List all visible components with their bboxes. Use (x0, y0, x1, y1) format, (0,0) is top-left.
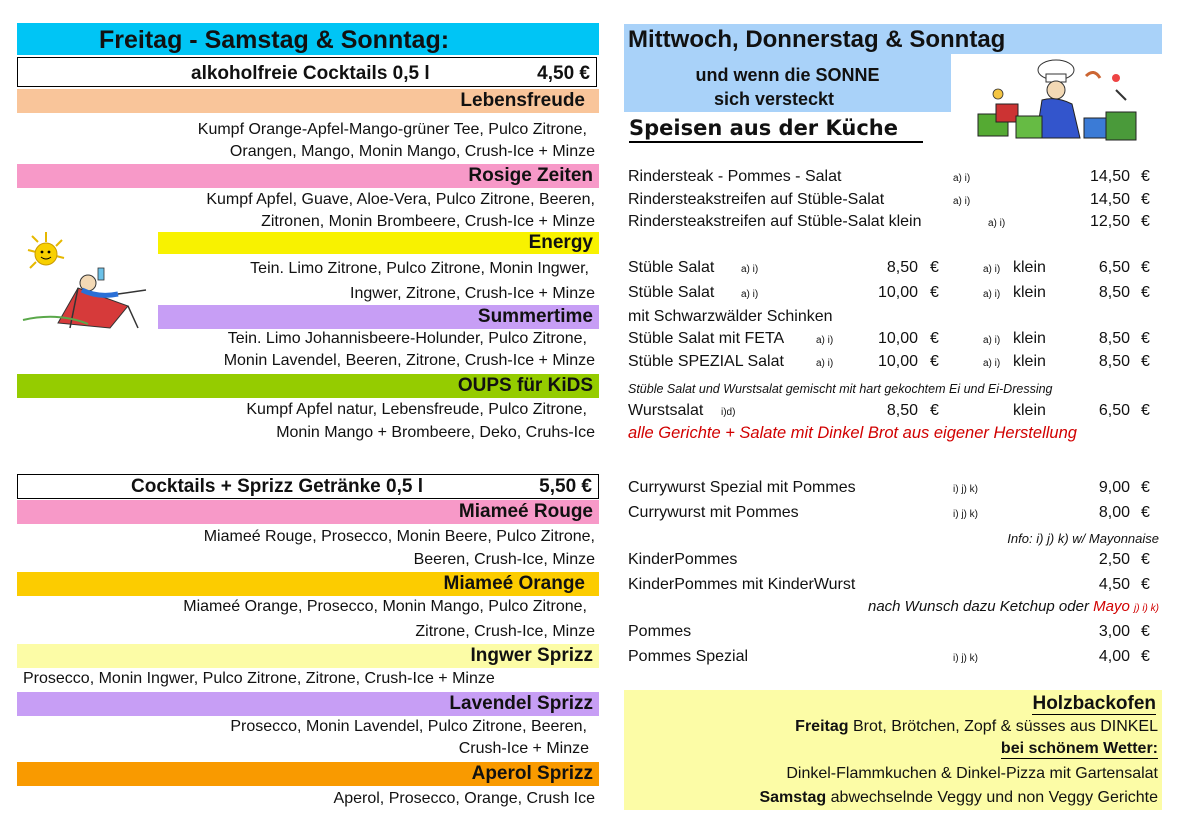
holz-flammkuchen: Dinkel-Flammkuchen & Dinkel-Pizza mit Gartensalat (786, 765, 1158, 782)
klein-currency: € (1141, 330, 1150, 347)
speisen-title: Speisen aus der Küche (629, 116, 898, 140)
item-price: 2,50 (1098, 551, 1130, 568)
menu-row (0, 479, 1183, 499)
item-allergens: a) i) (741, 264, 759, 275)
summertime-line2: Monin Lavendel, Beeren, Zitrone, Crush-Ice + Minze (223, 352, 595, 369)
item-price: 14,50 (1089, 168, 1130, 185)
item-name: Wurstsalat (628, 402, 704, 419)
sprizz-title: Cocktails + Sprizz Getränke 0,5 l (131, 476, 423, 497)
klein-price: 8,50 (1098, 353, 1130, 370)
sonne-line1: und wenn die SONNE (695, 65, 880, 85)
item-currency: € (930, 330, 939, 347)
alkoholfrei-title: alkoholfreie Cocktails 0,5 l (191, 63, 430, 84)
item-allergens: a) i) (741, 289, 759, 300)
menu-row (0, 284, 1183, 304)
rosige-line2: Zitronen, Monin Brombeere, Crush-Ice + Minze (261, 213, 595, 230)
oups-line2: Monin Mango + Brombeere, Deko, Cruhs-Ice (276, 424, 595, 441)
holz-freitag-line (795, 718, 1158, 736)
rosige-line1: Kumpf Apfel, Guave, Aloe-Vera, Pulco Zitrone, Beeren, (206, 191, 595, 208)
item-allergens: i)d) (721, 407, 736, 418)
holzbackofen-box (624, 690, 1162, 810)
sun-deckchair-illustration (18, 228, 158, 330)
item-price: 8,50 (886, 402, 918, 419)
item-price: 14,50 (1089, 191, 1130, 208)
summertime-line1: Tein. Limo Johannisbeere-Holunder, Pulco Zitrone, (227, 330, 587, 347)
alkoholfrei-price: 4,50 € (537, 63, 590, 84)
item-name: Rindersteakstreifen auf Stüble-Salat (628, 191, 885, 208)
item-currency: € (1141, 576, 1150, 593)
item-price: 10,00 (877, 330, 918, 347)
dinkel-note: alle Gerichte + Salate mit Dinkel Brot aus eigener Herstellung (628, 424, 1077, 442)
menu-row (0, 259, 1183, 279)
holzbackofen-title: Holzbackofen (1032, 693, 1156, 714)
item-name: Rindersteakstreifen auf Stüble-Salat klein (628, 213, 922, 230)
item-currency: € (1141, 504, 1150, 521)
speisen-underline (629, 141, 923, 143)
lavendel-line1: Prosecco, Monin Lavendel, Pulco Zitrone, Beeren, (230, 718, 587, 735)
item-allergens: a) i) (953, 173, 971, 184)
item-currency: € (1141, 648, 1150, 665)
item-name: Rindersteak - Pommes - Salat (628, 168, 842, 185)
item-price: 4,00 (1098, 648, 1130, 665)
klein-price: 8,50 (1098, 284, 1130, 301)
item-name: Stüble Salat (628, 259, 715, 276)
energy-line1: Tein. Limo Zitrone, Pulco Zitrone, Monin Ingwer, (250, 260, 589, 277)
klein-allergens: a) i) (983, 289, 1001, 300)
item-currency: € (930, 402, 939, 419)
item-allergens: a) i) (953, 196, 971, 207)
sonne-line2: sich versteckt (713, 89, 835, 109)
freitag-text: Brot, Brötchen, Zopf & süsses aus DINKEL (852, 718, 1158, 735)
alkoholfrei-box (17, 57, 597, 87)
item-name: Stüble Salat mit FETA (628, 330, 785, 347)
summertime-bar: Summertime (158, 305, 599, 329)
ketchup-note (868, 598, 1159, 615)
klein-label: klein (1013, 284, 1046, 301)
klein-label: klein (1013, 259, 1046, 276)
menu-row (0, 353, 1183, 373)
menu-row (0, 191, 1183, 211)
miamee-rouge-line1: Miameé Rouge, Prosecco, Monin Beere, Pulco Zitrone, (203, 528, 595, 545)
item-currency: € (1141, 168, 1150, 185)
left-header-bar (17, 23, 599, 55)
oups-bar: OUPS für KiDS (17, 374, 599, 398)
miamee-orange-bar: Miameé Orange (17, 572, 599, 596)
item-currency: € (1141, 551, 1150, 568)
miamee-orange-line2: Zitrone, Crush-Ice, Minze (415, 623, 595, 640)
item-currency: € (1141, 479, 1150, 496)
item-name: Stüble SPEZIAL Salat (628, 353, 784, 370)
klein-price: 6,50 (1098, 259, 1130, 276)
lavendel-sprizz-bar: Lavendel Sprizz (17, 692, 599, 716)
holz-wetter: bei schönem Wetter: (1000, 740, 1158, 757)
item-price: 10,00 (877, 353, 918, 370)
klein-currency: € (1141, 353, 1150, 370)
rosige-zeiten-bar: Rosige Zeiten (17, 164, 599, 188)
menu-row (0, 504, 1183, 524)
item-currency: € (930, 353, 939, 370)
oups-line1: Kumpf Apfel natur, Lebensfreude, Pulco Zitrone, (246, 401, 587, 418)
item-price: 9,00 (1098, 479, 1130, 496)
item-price: 8,50 (886, 259, 918, 276)
item-allergens: i) j) k) (953, 509, 978, 520)
menu-row (0, 168, 1183, 188)
klein-label: klein (1013, 402, 1046, 419)
holz-samstag-line (759, 789, 1158, 807)
menu-row (0, 576, 1183, 596)
aperol-line1: Aperol, Prosecco, Orange, Crush Ice (333, 790, 595, 807)
item-allergens: i) j) k) (953, 484, 978, 495)
item-currency: € (1141, 191, 1150, 208)
samstag-label: Samstag (759, 789, 827, 806)
item-allergens: a) i) (816, 358, 834, 369)
menu-row (0, 623, 1183, 643)
item-currency: € (930, 259, 939, 276)
klein-currency: € (1141, 284, 1150, 301)
mayo-allergens: j) i) k) (1134, 603, 1159, 614)
chef-cooking-illustration (976, 56, 1146, 146)
item-currency: € (1141, 213, 1150, 230)
lebensfreude-bar: Lebensfreude (17, 89, 599, 113)
item-currency: € (930, 284, 939, 301)
item-price: 10,00 (877, 284, 918, 301)
menu-row (0, 213, 1183, 233)
right-header-title: Mittwoch, Donnerstag & Sonntag (628, 26, 1006, 53)
ketchup-text: nach Wunsch dazu Ketchup oder (867, 598, 1089, 615)
klein-label: klein (1013, 330, 1046, 347)
item-currency: € (1141, 623, 1150, 640)
item-allergens: a) i) (816, 335, 834, 346)
menu-row (0, 648, 1183, 668)
klein-price: 6,50 (1098, 402, 1130, 419)
info-mayonnaise: Info: i) j) k) w/ Mayonnaise (1007, 531, 1159, 546)
left-header-title: Freitag - Samstag & Sonntag: (99, 26, 450, 54)
klein-price: 8,50 (1098, 330, 1130, 347)
sprizz-price: 5,50 € (539, 476, 592, 497)
klein-label: klein (1013, 353, 1046, 370)
miamee-rouge-bar: Miameé Rouge (17, 500, 599, 524)
right-header-bar (624, 24, 1162, 54)
klein-currency: € (1141, 402, 1150, 419)
freitag-label: Freitag (795, 718, 849, 735)
item-name: Pommes Spezial (628, 648, 749, 665)
salat-note: Stüble Salat und Wurstsalat gemischt mit hart gekochtem Ei und Ei-Dressing (628, 382, 1053, 396)
lavendel-line2: Crush-Ice + Minze (458, 740, 589, 757)
item-price: 3,00 (1098, 623, 1130, 640)
item-price: 8,00 (1098, 504, 1130, 521)
ingwer-line1: Prosecco, Monin Ingwer, Pulco Zitrone, Zitrone, Crush-Ice + Minze (23, 670, 495, 687)
energy-line2: Ingwer, Zitrone, Crush-Ice + Minze (350, 285, 595, 302)
miamee-orange-line1: Miameé Orange, Prosecco, Monin Mango, Pulco Zitrone, (183, 598, 587, 615)
menu-row (0, 330, 1183, 350)
item-name: Pommes (628, 623, 692, 640)
ingwer-sprizz-bar: Ingwer Sprizz (17, 644, 599, 668)
aperol-sprizz-bar: Aperol Sprizz (17, 762, 599, 786)
lebensfreude-line1: Kumpf Orange-Apfel-Mango-grüner Tee, Pulco Zitrone, (197, 121, 587, 138)
menu-row (0, 402, 1183, 422)
klein-allergens: a) i) (983, 358, 1001, 369)
item-name: KinderPommes mit KinderWurst (628, 576, 856, 593)
miamee-rouge-line2: Beeren, Crush-Ice, Minze (413, 551, 595, 568)
klein-currency: € (1141, 259, 1150, 276)
klein-allergens: a) i) (983, 264, 1001, 275)
item-price: 12,50 (1089, 213, 1130, 230)
menu-row (0, 551, 1183, 571)
lebensfreude-line2: Orangen, Mango, Monin Mango, Crush-Ice + Minze (229, 143, 595, 160)
mayo-text: Mayo (1093, 598, 1130, 615)
item-name: Stüble Salat (628, 284, 715, 301)
item-name: Currywurst Spezial mit Pommes (628, 479, 856, 496)
samstag-text: abwechselnde Veggy und non Veggy Gerichte (830, 789, 1158, 806)
item-name: Currywurst mit Pommes (628, 504, 799, 521)
item-price: 4,50 (1098, 576, 1130, 593)
schinken-line: mit Schwarzwälder Schinken (628, 308, 833, 325)
klein-allergens: a) i) (983, 335, 1001, 346)
item-name: KinderPommes (628, 551, 738, 568)
item-allergens: a) i) (988, 218, 1006, 229)
item-allergens: i) j) k) (953, 653, 978, 664)
energy-bar: Energy (158, 232, 599, 254)
sonne-box (624, 54, 951, 112)
